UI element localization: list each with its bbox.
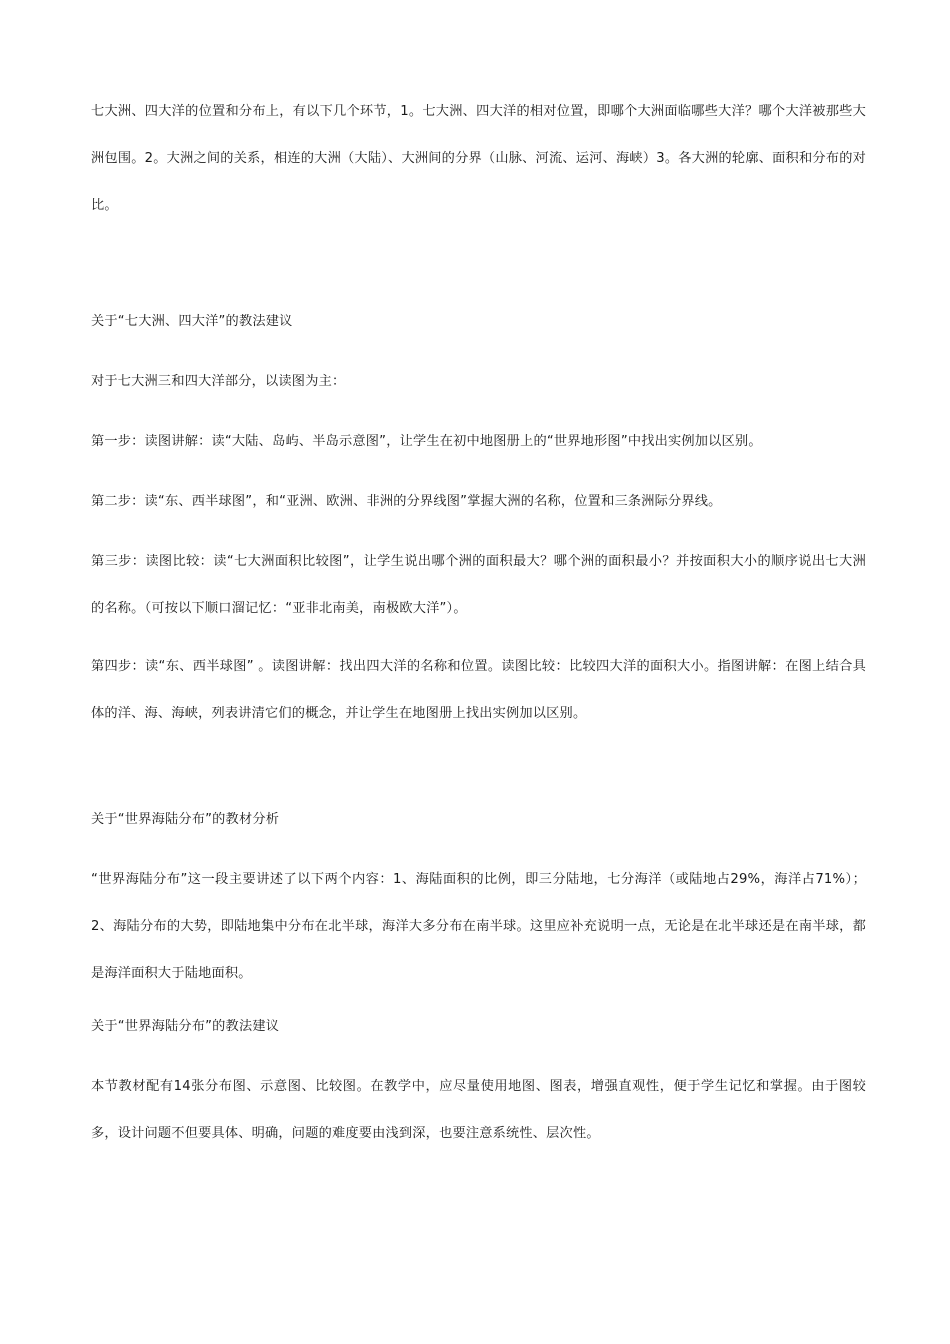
land-sea-analysis-paragraph: “世界海陆分布”这一段主要讲述了以下两个内容：1、海陆面积的比例，即三分陆地，七分海洋（或陆地占29%，海洋占71%）；2、海陆分布的大势，即陆地集中分布在北半球，海洋大多分布在南半球。这里应补充说明一点，无论是在北半球还是在南半球，都是海洋面积大于陆地面积。	[91, 872, 866, 981]
land-sea-teaching-paragraph: 本节教材配有14张分布图、示意图、比较图。在教学中，应尽量使用地图、图表，增强直观性，便于学生记忆和掌握。由于图较多，设计问题不但要具体、明确，问题的难度要由浅到深，也要注意系统性、层次性。	[91, 1079, 866, 1141]
step-two-paragraph: 第二步：读“东、西半球图”，和“亚洲、欧洲、非洲的分界线图”掌握大洲的名称，位置和三条洲际分界线。	[91, 494, 722, 509]
section-heading-land-sea-analysis: 关于“世界海陆分布”的教材分析	[91, 812, 280, 827]
step-four-paragraph: 第四步：读“东、西半球图” 。读图讲解：找出四大洋的名称和位置。读图比较：比较四大洋的面积大小。指图讲解：在图上结合具体的洋、海、海峡，列表讲清它们的概念，并让学生在地图册上找出实例加以区别。	[91, 659, 866, 721]
reading-approach-paragraph: 对于七大洲三和四大洋部分，以读图为主：	[91, 374, 346, 389]
section-heading-land-sea-teaching: 关于“世界海陆分布”的教法建议	[91, 1019, 280, 1034]
section-heading-continents-oceans-teaching: 关于“七大洲、四大洋”的教法建议	[91, 314, 293, 329]
intro-paragraph: 七大洲、四大洋的位置和分布上，有以下几个环节，1。七大洲、四大洋的相对位置，即哪个大洲面临哪些大洋？哪个大洋被那些大洲包围。2。大洲之间的关系，相连的大洲（大陆）、大洲间的分界（山脉、河流、运河、海峡）3。各大洲的轮廓、面积和分布的对比。	[91, 104, 866, 213]
step-three-paragraph: 第三步：读图比较：读“七大洲面积比较图”，让学生说出哪个洲的面积最大？哪个洲的面积最小？并按面积大小的顺序说出七大洲的名称。（可按以下顺口溜记忆：“亚非北南美，南极欧大洋”）。	[91, 554, 866, 616]
step-one-paragraph: 第一步：读图讲解：读“大陆、岛屿、半岛示意图”，让学生在初中地图册上的“世界地形图”中找出实例加以区别。	[91, 434, 762, 449]
